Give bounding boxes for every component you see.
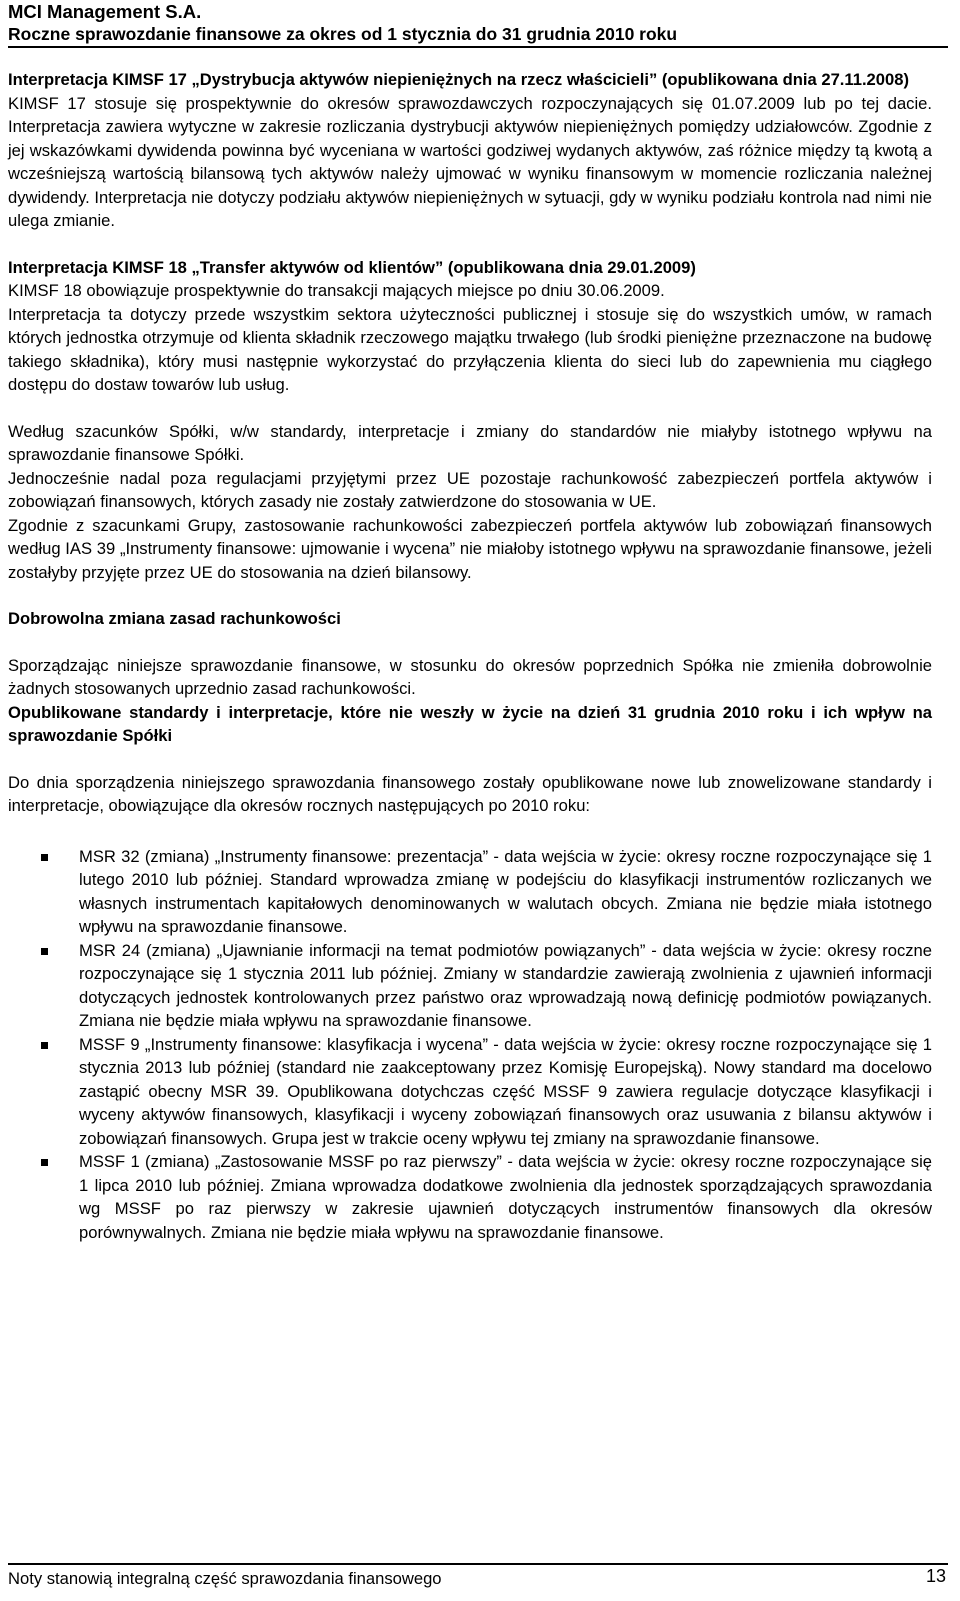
list-item xyxy=(8,1033,932,1151)
kimsf18-effective-date: KIMSF 18 obowiązuje prospektywnie do transakcji mających miejsce po dniu 30.06.2009. xyxy=(8,281,665,300)
list-item-text: MSSF 9 „Instrumenty finansowe: klasyfikacja i wycena” - data wejścia w życie: okresy roczne rozpoczynające się 1 stycznia 2013 lub później (standard nie zaakceptowany przez Komisję Europejską). Nowy standard ma docelowo zastąpić obecny MSR 39. Opublikowana dotychczas część MSSF 9 zawiera regulacje dotyczące klasyfikacji i wyceny aktywów finansowych, klasyfikacji i wyceny zobowiązań finansowych oraz usuwania z bilansu aktywów i zobowiązań finansowych. Grupa jest w trakcie oceny wpływu tej zmiany na sprawozdanie finansowe. xyxy=(79,1034,932,1148)
document-body xyxy=(8,68,932,1244)
list-item-text: MSR 24 (zmiana) „Ujawnianie informacji na temat podmiotów powiązanych” - data wejścia w życie: okresy roczne rozpoczynające się 1 stycznia 2011 lub później. Zmiany w standardzie zawierają zwolnienia z ujawnień informacji dotyczących jednostek kontrolowanych przez państwo oraz wprowadzają nową definicję podmiotów powiązanych. Zmiana nie będzie miała wpływu na sprawozdanie finansowe. xyxy=(79,940,932,1030)
spacer xyxy=(8,631,932,654)
kimsf18-body: Interpretacja ta dotyczy przede wszystkim sektora użyteczności publicznej i stosuje się do wszystkich umów, w ramach których jednostka otrzymuje od klienta składnik rzeczowego majątku trwałego (lub środki pieniężne przeznaczone na budowę takiego składnika), który musi następnie wykorzystać do przyłączenia klienta do sieci lub do zapewnienia mu ciągłego dostępu do dostaw towarów lub usług. xyxy=(8,304,932,394)
estimates-paragraph-1: Według szacunków Spółki, w/w standardy, interpretacje i zmiany do standardów nie miałyby istotnego wpływu na sprawozdanie finansowe Spółki. xyxy=(8,421,932,464)
bullet-square-icon xyxy=(41,1159,48,1166)
voluntary-change-body: Sporządzając niniejsze sprawozdanie finansowe, w stosunku do okresów poprzednich Spółka nie zmieniła dobrowolnie żadnych stosowanych uprzednio zasad rachunkowości. xyxy=(8,655,932,698)
list-item-text: MSR 32 (zmiana) „Instrumenty finansowe: prezentacja” - data wejścia w życie: okresy roczne rozpoczynające się 1 lutego 2010 lub później. Standard wprowadza zmianę w podejściu do klasyfikacji instrumentów rozliczanych we własnych instrumentach kapitałowych denominowanych w walutach obcych. Zmiana nie będzie miała istotnego wpływu na sprawozdanie finansowe. xyxy=(79,846,932,936)
estimates-paragraph-3: Zgodnie z szacunkami Grupy, zastosowanie rachunkowości zabezpieczeń portfela aktywów lub zobowiązań finansowych według IAS 39 „Instrumenty finansowe: ujmowanie i wycena” nie miałoby istotnego wpływu na sprawozdanie finansowe, jeżeli zostałyby przyjęte przez UE do stosowania na dzień bilansowy. xyxy=(8,515,932,582)
footer-note: Noty stanowią integralną część sprawozdania finansowego xyxy=(8,1569,442,1588)
kimsf17-heading: Interpretacja KIMSF 17 „Dystrybucja aktywów niepieniężnych na rzecz właścicieli” (opublikowana dnia 27.11.2008) xyxy=(8,70,909,89)
list-item xyxy=(8,1150,932,1244)
standards-list xyxy=(8,845,932,1245)
spacer xyxy=(8,397,932,420)
kimsf17-body: KIMSF 17 stosuje się prospektywnie do okresów sprawozdawczych rozpoczynających się 01.07.2009 lub po tej dacie. Interpretacja zawiera wytyczne w zakresie rozliczania dystrybucji aktywów niepieniężnych pomiędzy udziałowców. Zgodnie z jej wskazówkami dywidenda powinna być wyceniana w wartości godziwej wydanych aktywów, zaś różnice między tą kwotą a wcześniejszą wartością bilansową tych aktywów należy ujmować w wyniku finansowym w momencie rozliczania należnej dywidendy. Interpretacja nie dotyczy podziału aktywów niepieniężnych w sytuacji, gdy w wyniku podziału kontrola nad nimi nie ulega zmianie. xyxy=(8,93,932,230)
bullet-square-icon xyxy=(41,948,48,955)
report-title: Roczne sprawozdanie finansowe za okres od 1 stycznia do 31 grudnia 2010 roku xyxy=(8,24,678,44)
published-standards-heading: Opublikowane standardy i interpretacje, które nie weszły w życie na dzień 31 grudnia 2010 roku i ich wpływ na sprawozdanie Spółki xyxy=(8,702,932,745)
spacer xyxy=(8,584,932,607)
list-item xyxy=(8,845,932,939)
voluntary-change-heading: Dobrowolna zmiana zasad rachunkowości xyxy=(8,609,341,628)
list-item-text: MSSF 1 (zmiana) „Zastosowanie MSSF po raz pierwszy” - data wejścia w życie: okresy roczne rozpoczynające się 1 lipca 2010 lub później. Zmiana wprowadza dodatkowe zwolnienia dla jednostek sporządzających sprawozdania wg MSSF po raz pierwszy w zakresie ujawnień dotyczących instrumentów finansowych dla okresów porównywalnych. Zmiana nie będzie miała wpływu na sprawozdanie finansowe. xyxy=(79,1152,932,1242)
page-header xyxy=(8,0,948,45)
spacer xyxy=(8,818,932,845)
kimsf18-heading: Interpretacja KIMSF 18 „Transfer aktywów od klientów” (opublikowana dnia 29.01.2009) xyxy=(8,257,696,277)
spacer xyxy=(8,748,932,771)
published-standards-intro: Do dnia sporządzenia niniejszego sprawozdania finansowego zostały opublikowane nowe lub znowelizowane standardy i interpretacje, obowiązujące dla okresów rocznych następujących po 2010 roku: xyxy=(8,772,932,815)
footer-divider xyxy=(8,1563,948,1565)
bullet-square-icon xyxy=(41,854,48,861)
list-item xyxy=(8,939,932,1033)
header-divider xyxy=(8,46,948,48)
bullet-square-icon xyxy=(41,1042,48,1049)
estimates-paragraph-2: Jednocześnie nadal poza regulacjami przyjętymi przez UE pozostaje rachunkowość zabezpieczeń portfela aktywów i zobowiązań finansowych, których zasady nie zostały zatwierdzone do stosowania w UE. xyxy=(8,468,932,511)
spacer xyxy=(8,233,932,256)
company-name: MCI Management S.A. xyxy=(8,1,202,22)
page-number: 13 xyxy=(925,1566,946,1586)
